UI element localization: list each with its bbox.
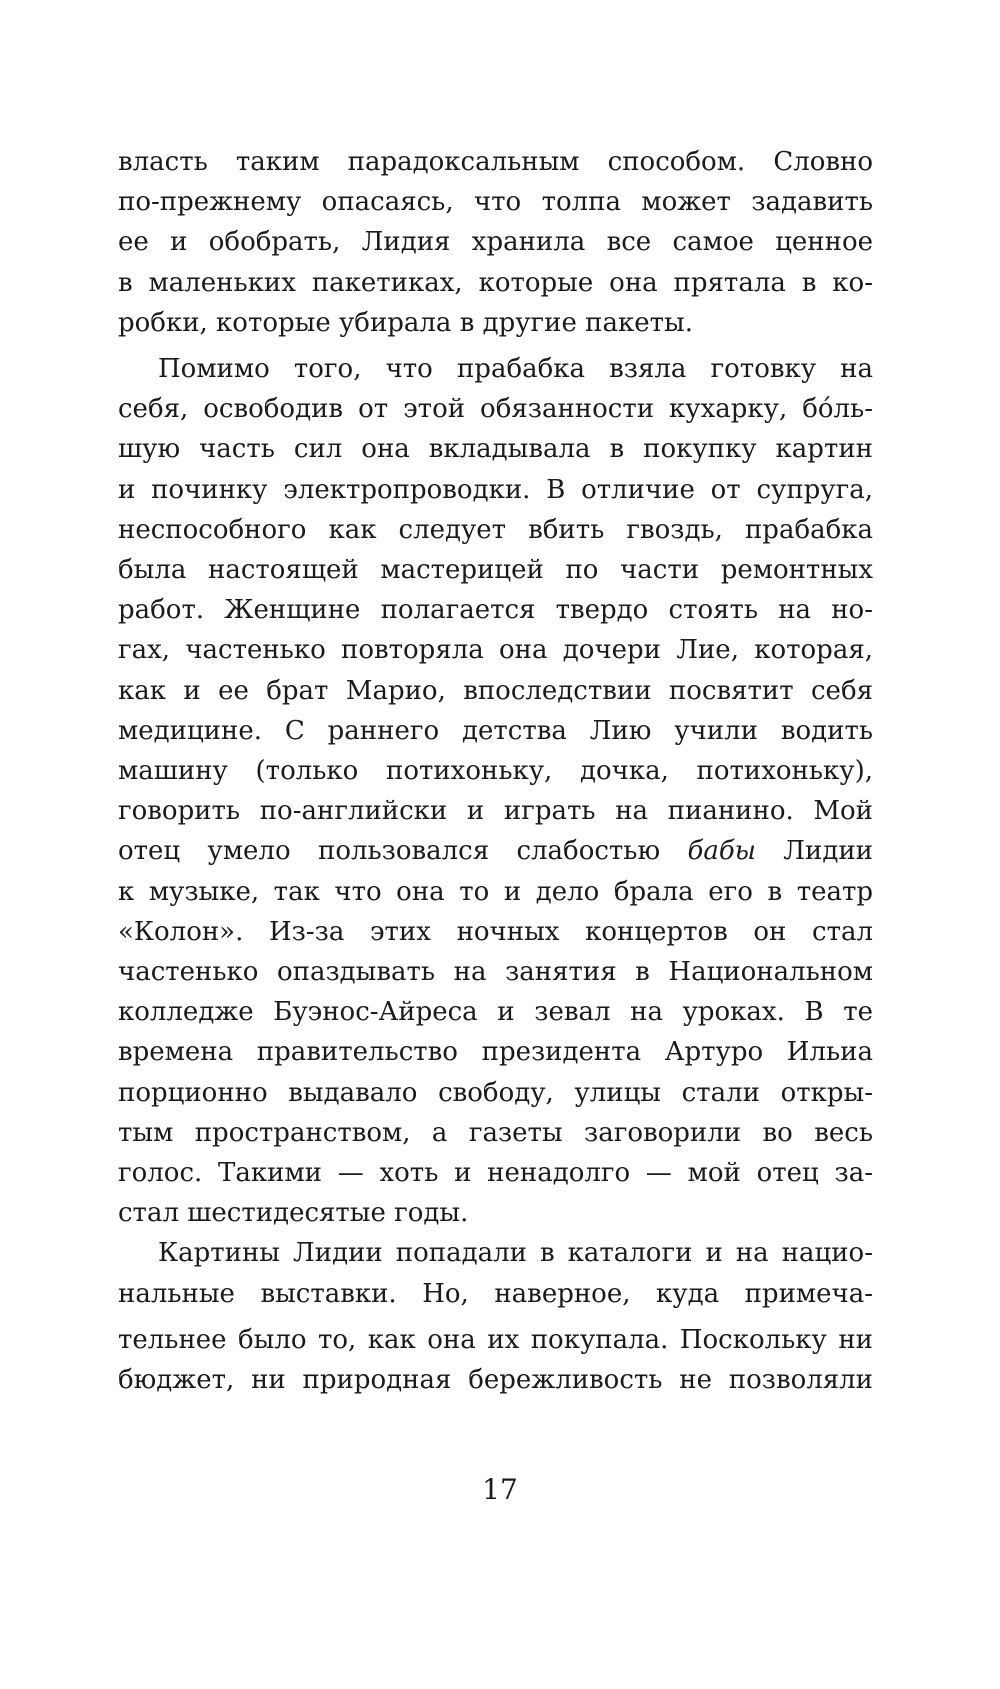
- text-line: работ. Женщине полагается твердо стоять на но-: [118, 595, 873, 625]
- text-line: порционно выдавало свободу, улицы стали откры-: [118, 1078, 873, 1108]
- text-line: по-прежнему опасаясь, что толпа может задавить: [118, 187, 873, 217]
- text-line: шую часть сил она вкладывала в покупку картин: [118, 434, 873, 464]
- text-line: медицине. С раннего детства Лию учили водить: [118, 716, 873, 746]
- text-line: в маленьких пакетиках, которые она прятала в ко-: [118, 268, 873, 298]
- text-line: себя, освободив от этой обязанности кухарку, бóль-: [118, 394, 873, 424]
- text-line: неспособного как следует вбить гвоздь, прабабка: [118, 515, 873, 545]
- text-line: машину (только потихоньку, дочка, потихоньку),: [118, 756, 873, 786]
- text-line: была настоящей мастерицей по части ремонтных: [118, 555, 873, 585]
- text-line: «Колон». Из-за этих ночных концертов он стал: [118, 917, 873, 947]
- text-line: робки, которые убирала в другие пакеты.: [118, 308, 693, 338]
- text-line: Картины Лидии попадали в каталоги и на нацио-: [158, 1238, 873, 1268]
- text-line: говорить по-английски и играть на пианино. Мой: [118, 796, 873, 826]
- text-line: гах, частенько повторяла она дочери Лие, которая,: [118, 635, 873, 665]
- text-line: к музыке, так что она то и дело брала его в театр: [118, 877, 873, 907]
- text-line: и починку электропроводки. В отличие от супруга,: [118, 475, 873, 505]
- text-line: Помимо того, что прабабка взяла готовку на: [158, 354, 873, 384]
- text-line: голос. Такими — хоть и ненадолго — мой отец за-: [118, 1158, 873, 1188]
- page-number: 17: [482, 1473, 518, 1506]
- text-segment: Лидии: [755, 836, 873, 866]
- italic-word: бабы: [687, 836, 756, 866]
- text-line: [118, 831, 873, 871]
- text-line: колледже Буэнос-Айреса и зевал на уроках. В те: [118, 997, 873, 1027]
- text-line: власть таким парадоксальным способом. Словно: [118, 147, 873, 177]
- text-line: тельнее было то, как она их покупала. Поскольку ни: [118, 1325, 873, 1355]
- text-line: тым пространством, а газеты заговорили во весь: [118, 1118, 873, 1148]
- text-line: нальные выставки. Но, наверное, куда примеча-: [118, 1279, 873, 1309]
- text-line: частенько опаздывать на занятия в Национальном: [118, 957, 873, 987]
- text-line: стал шестидесятые годы.: [118, 1198, 469, 1228]
- text-line: как и ее брат Марио, впоследствии посвятит себя: [118, 676, 873, 706]
- text-line: времена правительство президента Артуро Ильиа: [118, 1037, 873, 1067]
- text-line: ее и обобрать, Лидия хранила все самое ценное: [118, 227, 873, 257]
- text-segment: отец умело пользовался слабостью: [118, 836, 688, 866]
- text-line: бюджет, ни природная бережливость не позволяли: [118, 1365, 873, 1395]
